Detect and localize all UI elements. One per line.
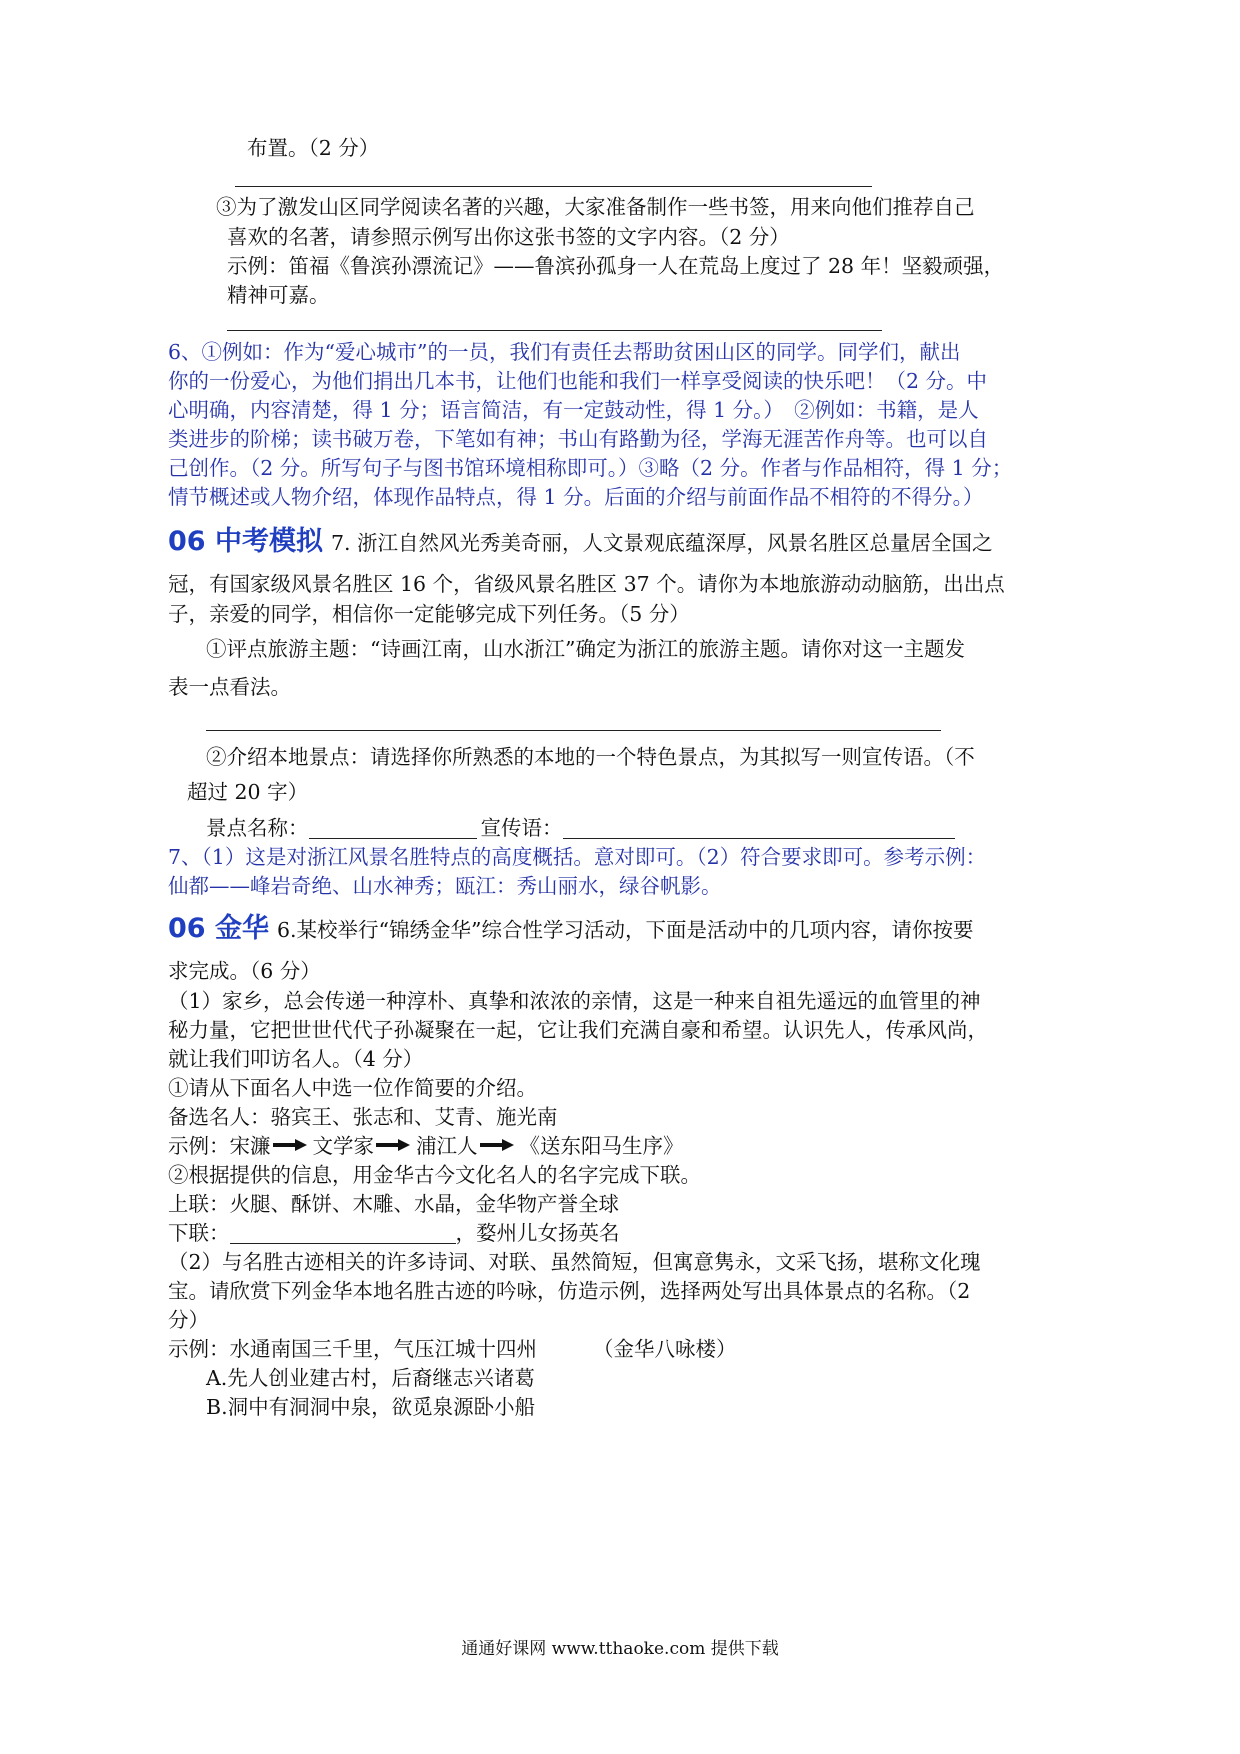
couplet-second-line — [168, 1217, 620, 1249]
answer-line: 7、（1）这是对浙江风景名胜特点的高度概括。意对即可。（2）符合要求即可。参考示例： — [168, 845, 987, 869]
text-line: （1）家乡，总会传递一种淳朴、真挚和浓浓的亲情，这是一种来自祖先遥远的血管里的神 — [168, 989, 981, 1013]
answer-line: 6、①例如：作为“爱心城市”的一员，我们有责任去帮助贫困山区的同学。同学们，献出 — [168, 340, 961, 364]
text-line: 示例：笛福《鲁滨孙漂流记》——鲁滨孙孤身一人在荒岛上度过了 28 年！坚毅顽强， — [227, 254, 1005, 278]
text-line: 布置。（2 分） — [247, 136, 380, 160]
text-line: 宝。请欣赏下列金华本地名胜古迹的吟咏，仿造示例，选择两处写出具体景点的名称。（2 — [168, 1279, 971, 1303]
text-line: 喜欢的名著，请参照示例写出你这张书签的文字内容。（2 分） — [227, 225, 790, 249]
scenic-spot-name-blank[interactable] — [309, 816, 477, 839]
arrow-right-icon — [376, 1139, 410, 1151]
text-line: 上联：火腿、酥饼、木雕、水晶，金华物产誉全球 — [168, 1192, 619, 1216]
option-a: A.先人创业建古村，后裔继志兴诸葛 — [206, 1366, 535, 1390]
section-header-jinhua: 06 金华 — [168, 913, 269, 944]
text-line: 表一点看法。 — [168, 675, 291, 699]
text-line: ②根据提供的信息，用金华古今文化名人的名字完成下联。 — [168, 1163, 701, 1187]
text-line: 就让我们叩访名人。（4 分） — [168, 1047, 424, 1071]
text-span: 6.某校举行“锦绣金华”综合性学习活动，下面是活动中的几项内容，请你按要 — [276, 918, 974, 942]
question-7-intro — [168, 526, 993, 559]
text-line: ①评点旅游主题：“诗画江南，山水浙江”确定为浙江的旅游主题。请你对这一主题发 — [206, 637, 965, 661]
text-line: ③为了激发山区同学阅读名著的兴趣，大家准备制作一些书签，用来向他们推荐自己 — [216, 195, 975, 219]
section-header-mock-exam: 06 中考模拟 — [168, 526, 323, 557]
scenic-spot-label: 景点名称： — [206, 816, 309, 840]
arrow-right-icon — [273, 1139, 307, 1151]
example-hometown: 浦江人 — [416, 1134, 478, 1158]
slogan-blank[interactable] — [563, 816, 955, 839]
text-line: ②介绍本地景点：请选择你所熟悉的本地的一个特色景点，为其拟写一则宣传语。（不 — [206, 745, 975, 769]
example-profession: 文学家 — [312, 1134, 374, 1158]
answer-line: 你的一份爱心，为他们捐出几本书，让他们也能和我们一样享受阅读的快乐吧！（2 分。中 — [168, 369, 988, 393]
answer-line: 类进步的阶梯；读书破万卷，下笔如有神；书山有路勤为径，学海无涯苦作舟等。也可以自 — [168, 427, 988, 451]
answer-blank-line[interactable] — [227, 330, 882, 331]
text-span: 7. 浙江自然风光秀美奇丽，人文景观底蕴深厚，风景名胜区总量居全国之 — [330, 531, 993, 555]
answer-line: 心明确，内容清楚，得 1 分；语言简洁，有一定鼓动性，得 1 分。） ②例如：书籍，是人 — [168, 398, 979, 422]
example-poem — [168, 1333, 737, 1365]
question-6-intro — [168, 913, 974, 946]
example-place: （金华八咏楼） — [593, 1337, 737, 1361]
example-work: 《送东阳马生序》 — [519, 1134, 684, 1158]
example-chain — [168, 1130, 684, 1162]
scenic-spot-fields — [206, 812, 955, 844]
text-span: ，婺州儿女扬英名 — [455, 1221, 620, 1245]
slogan-label: 宣传语： — [480, 816, 563, 840]
answer-line: 仙都——峰岩奇绝、山水神秀；瓯江：秀山丽水，绿谷帆影。 — [168, 874, 722, 898]
answer-blank-line[interactable] — [206, 730, 941, 731]
page-footer: 通通好课网 www.tthaoke.com 提供下载 — [461, 1639, 779, 1659]
text-line: 超过 20 字） — [187, 780, 309, 804]
text-line: 冠，有国家级风景名胜区 16 个，省级风景名胜区 37 个。请你为本地旅游动动脑筋，出出点 — [168, 572, 1005, 596]
text-line: 精神可嘉。 — [227, 283, 330, 307]
couplet-blank[interactable] — [230, 1221, 456, 1244]
answer-line: 己创作。（2 分。所写句子与图书馆环境相称即可。）③略（2 分。作者与作品相符，得 1 分； — [168, 456, 1013, 480]
text-line: ①请从下面名人中选一位作简要的介绍。 — [168, 1076, 537, 1100]
text-line: 分） — [168, 1308, 209, 1332]
arrow-right-icon — [480, 1139, 514, 1151]
text-line: 秘力量，它把世世代代子孙凝聚在一起，它让我们充满自豪和希望。认识先人，传承风尚， — [168, 1018, 988, 1042]
answer-blank-line[interactable] — [235, 186, 872, 187]
couplet-label: 下联： — [168, 1221, 230, 1245]
example-person: 示例：宋濂 — [168, 1134, 271, 1158]
text-line: 备选名人：骆宾王、张志和、艾青、施光南 — [168, 1105, 558, 1129]
answer-line: 情节概述或人物介绍，体现作品特点，得 1 分。后面的介绍与前面作品不相符的不得分。） — [168, 485, 984, 509]
text-line: （2）与名胜古迹相关的许多诗词、对联、虽然简短，但寓意隽永，文采飞扬，堪称文化瑰 — [168, 1250, 981, 1274]
text-line: 子，亲爱的同学，相信你一定能够完成下列任务。（5 分） — [168, 602, 690, 626]
text-line: 求完成。（6 分） — [168, 959, 321, 983]
option-b: B.洞中有洞洞中泉，欲觅泉源卧小船 — [206, 1395, 536, 1419]
example-verse: 示例：水通南国三千里，气压江城十四州 — [168, 1337, 537, 1361]
